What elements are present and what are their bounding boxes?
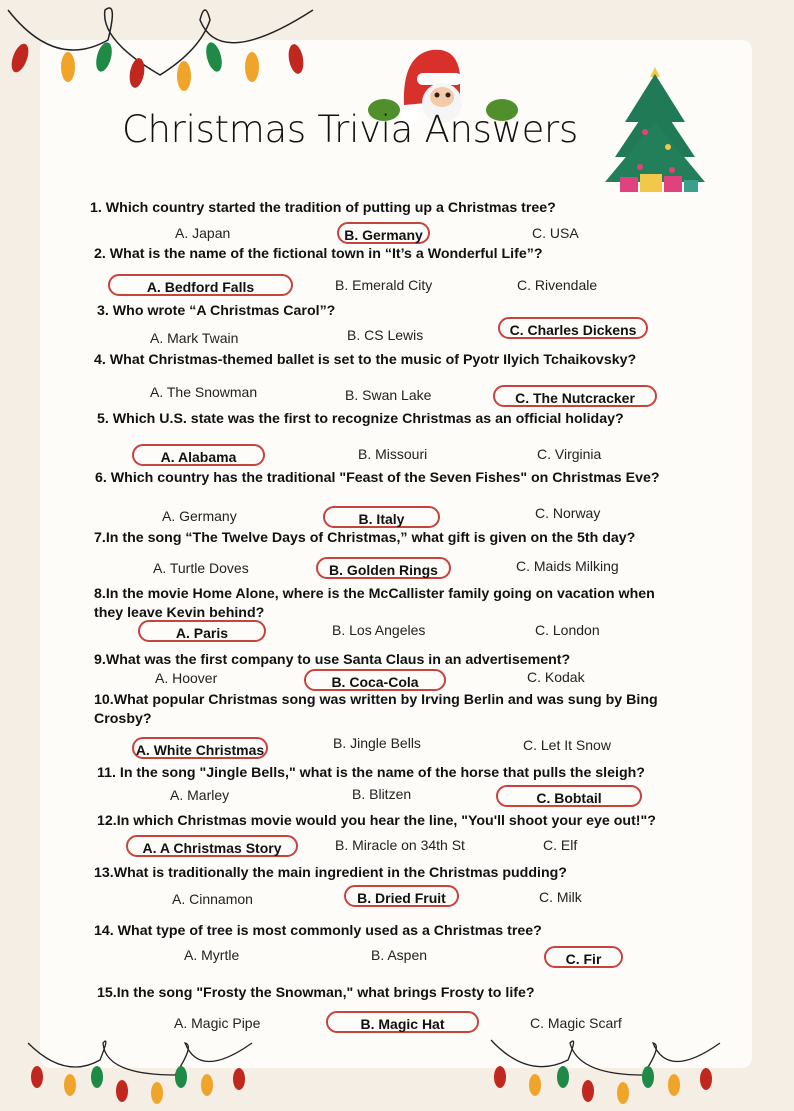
question-line: 13.What is traditionally the main ingredient in the Christmas pudding? [94, 865, 567, 881]
answer-option: A. Germany [162, 508, 237, 524]
correct-answer-circled: B. Magic Hat [326, 1011, 479, 1033]
answer-option: A. Magic Pipe [174, 1015, 261, 1031]
answer-option: C. Virginia [537, 446, 602, 462]
answer-option: B. Los Angeles [332, 622, 426, 638]
answer-option: A. Hoover [155, 670, 218, 686]
question-text [94, 651, 570, 670]
answer-option: B. Swan Lake [345, 387, 432, 403]
correct-answer-circled: C. Bobtail [496, 785, 642, 807]
correct-answer-circled: C. Fir [544, 946, 623, 968]
correct-answer-circled: A. White Christmas [132, 737, 268, 759]
question-line: 14. What type of tree is most commonly used as a Christmas tree? [94, 923, 542, 939]
question-text [94, 351, 636, 370]
christmas-tree-icon [600, 62, 710, 197]
question-line: 12.In which Christmas movie would you hear the line, "You'll shoot your eye out!"? [97, 813, 656, 829]
question-text [97, 302, 335, 321]
answer-option: A. Cinnamon [172, 891, 253, 907]
answer-option: C. Rivendale [517, 277, 598, 293]
question-line: 2. What is the name of the fictional town in “It’s a Wonderful Life”? [94, 246, 543, 262]
answer-option: C. London [535, 622, 600, 638]
answer-option: C. Norway [535, 505, 601, 521]
correct-answer-circled: B. Golden Rings [316, 557, 451, 579]
correct-answer-circled: C. Charles Dickens [498, 317, 648, 339]
correct-answer-circled: B. Dried Fruit [344, 885, 459, 907]
question-line: they leave Kevin behind? [94, 605, 265, 621]
question-text [97, 984, 535, 1003]
answer-option: A. Turtle Doves [153, 560, 249, 576]
question-line: 3. Who wrote “A Christmas Carol”? [97, 303, 336, 319]
question-line: 4. What Christmas-themed ballet is set to the music of Pyotr Ilyich Tchaikovsky? [94, 352, 637, 368]
question-text [94, 922, 542, 941]
question-text [97, 812, 656, 831]
question-line: 9.What was the first company to use Santa Claus in an advertisement? [94, 652, 571, 668]
correct-answer-circled: A. Alabama [132, 444, 265, 466]
answer-option: A. Marley [170, 787, 230, 803]
question-text [90, 199, 556, 218]
question-text [94, 691, 658, 729]
answer-option: C. Kodak [527, 669, 585, 685]
answer-option: B. Emerald City [335, 277, 433, 293]
answer-option: B. Blitzen [352, 786, 412, 802]
question-text [94, 245, 543, 264]
answer-option: C. Magic Scarf [530, 1015, 622, 1031]
answer-option: B. Aspen [371, 947, 428, 963]
question-line: 15.In the song "Frosty the Snowman," what brings Frosty to life? [97, 985, 535, 1001]
correct-answer-circled: A. A Christmas Story [126, 835, 298, 857]
correct-answer-circled: A. Bedford Falls [108, 274, 293, 296]
question-line: 5. Which U.S. state was the first to recognize Christmas as an official holiday? [97, 411, 624, 427]
question-line: 10.What popular Christmas song was written by Irving Berlin and was sung by Bing [94, 692, 658, 708]
correct-answer-circled: B. Italy [323, 506, 440, 528]
question-line: 7.In the song “The Twelve Days of Christmas,” what gift is given on the 5th day? [94, 530, 636, 546]
question-text [94, 864, 567, 883]
answer-option: C. Elf [543, 837, 578, 853]
string-lights-bottom-right-icon [488, 1035, 723, 1111]
question-line: 8.In the movie Home Alone, where is the McCallister family going on vacation when [94, 586, 655, 602]
correct-answer-circled: A. Paris [138, 620, 266, 642]
question-text [97, 764, 645, 783]
page-title: Christmas Trivia Answers [122, 108, 578, 151]
string-lights-top-left-icon [0, 0, 320, 100]
question-line: 6. Which country has the traditional "Feast of the Seven Fishes" on Christmas Eve? [95, 470, 660, 486]
question-text [95, 469, 660, 488]
correct-answer-circled: B. Coca-Cola [304, 669, 446, 691]
answer-option: C. USA [532, 225, 579, 241]
question-line: 11. In the song "Jingle Bells," what is the name of the horse that pulls the sleigh? [97, 765, 645, 781]
question-text [94, 529, 635, 548]
answer-option: C. Maids Milking [516, 558, 619, 574]
correct-answer-circled: C. The Nutcracker [493, 385, 657, 407]
answer-option: B. Jingle Bells [333, 735, 421, 751]
answer-option: B. CS Lewis [347, 327, 424, 343]
answer-option: C. Milk [539, 889, 582, 905]
string-lights-bottom-left-icon [25, 1035, 255, 1111]
answer-option: A. Japan [175, 225, 231, 241]
answer-option: A. Mark Twain [150, 330, 239, 346]
answer-option: A. Myrtle [184, 947, 240, 963]
question-text [94, 585, 655, 623]
answer-option: B. Miracle on 34th St [335, 837, 465, 853]
correct-answer-circled: B. Germany [337, 222, 430, 244]
answer-option: C. Let It Snow [523, 737, 611, 753]
answer-option: A. The Snowman [150, 384, 258, 400]
question-line: 1. Which country started the tradition of putting up a Christmas tree? [90, 200, 556, 216]
answer-option: B. Missouri [358, 446, 428, 462]
question-text [97, 410, 624, 429]
question-line: Crosby? [94, 711, 152, 727]
